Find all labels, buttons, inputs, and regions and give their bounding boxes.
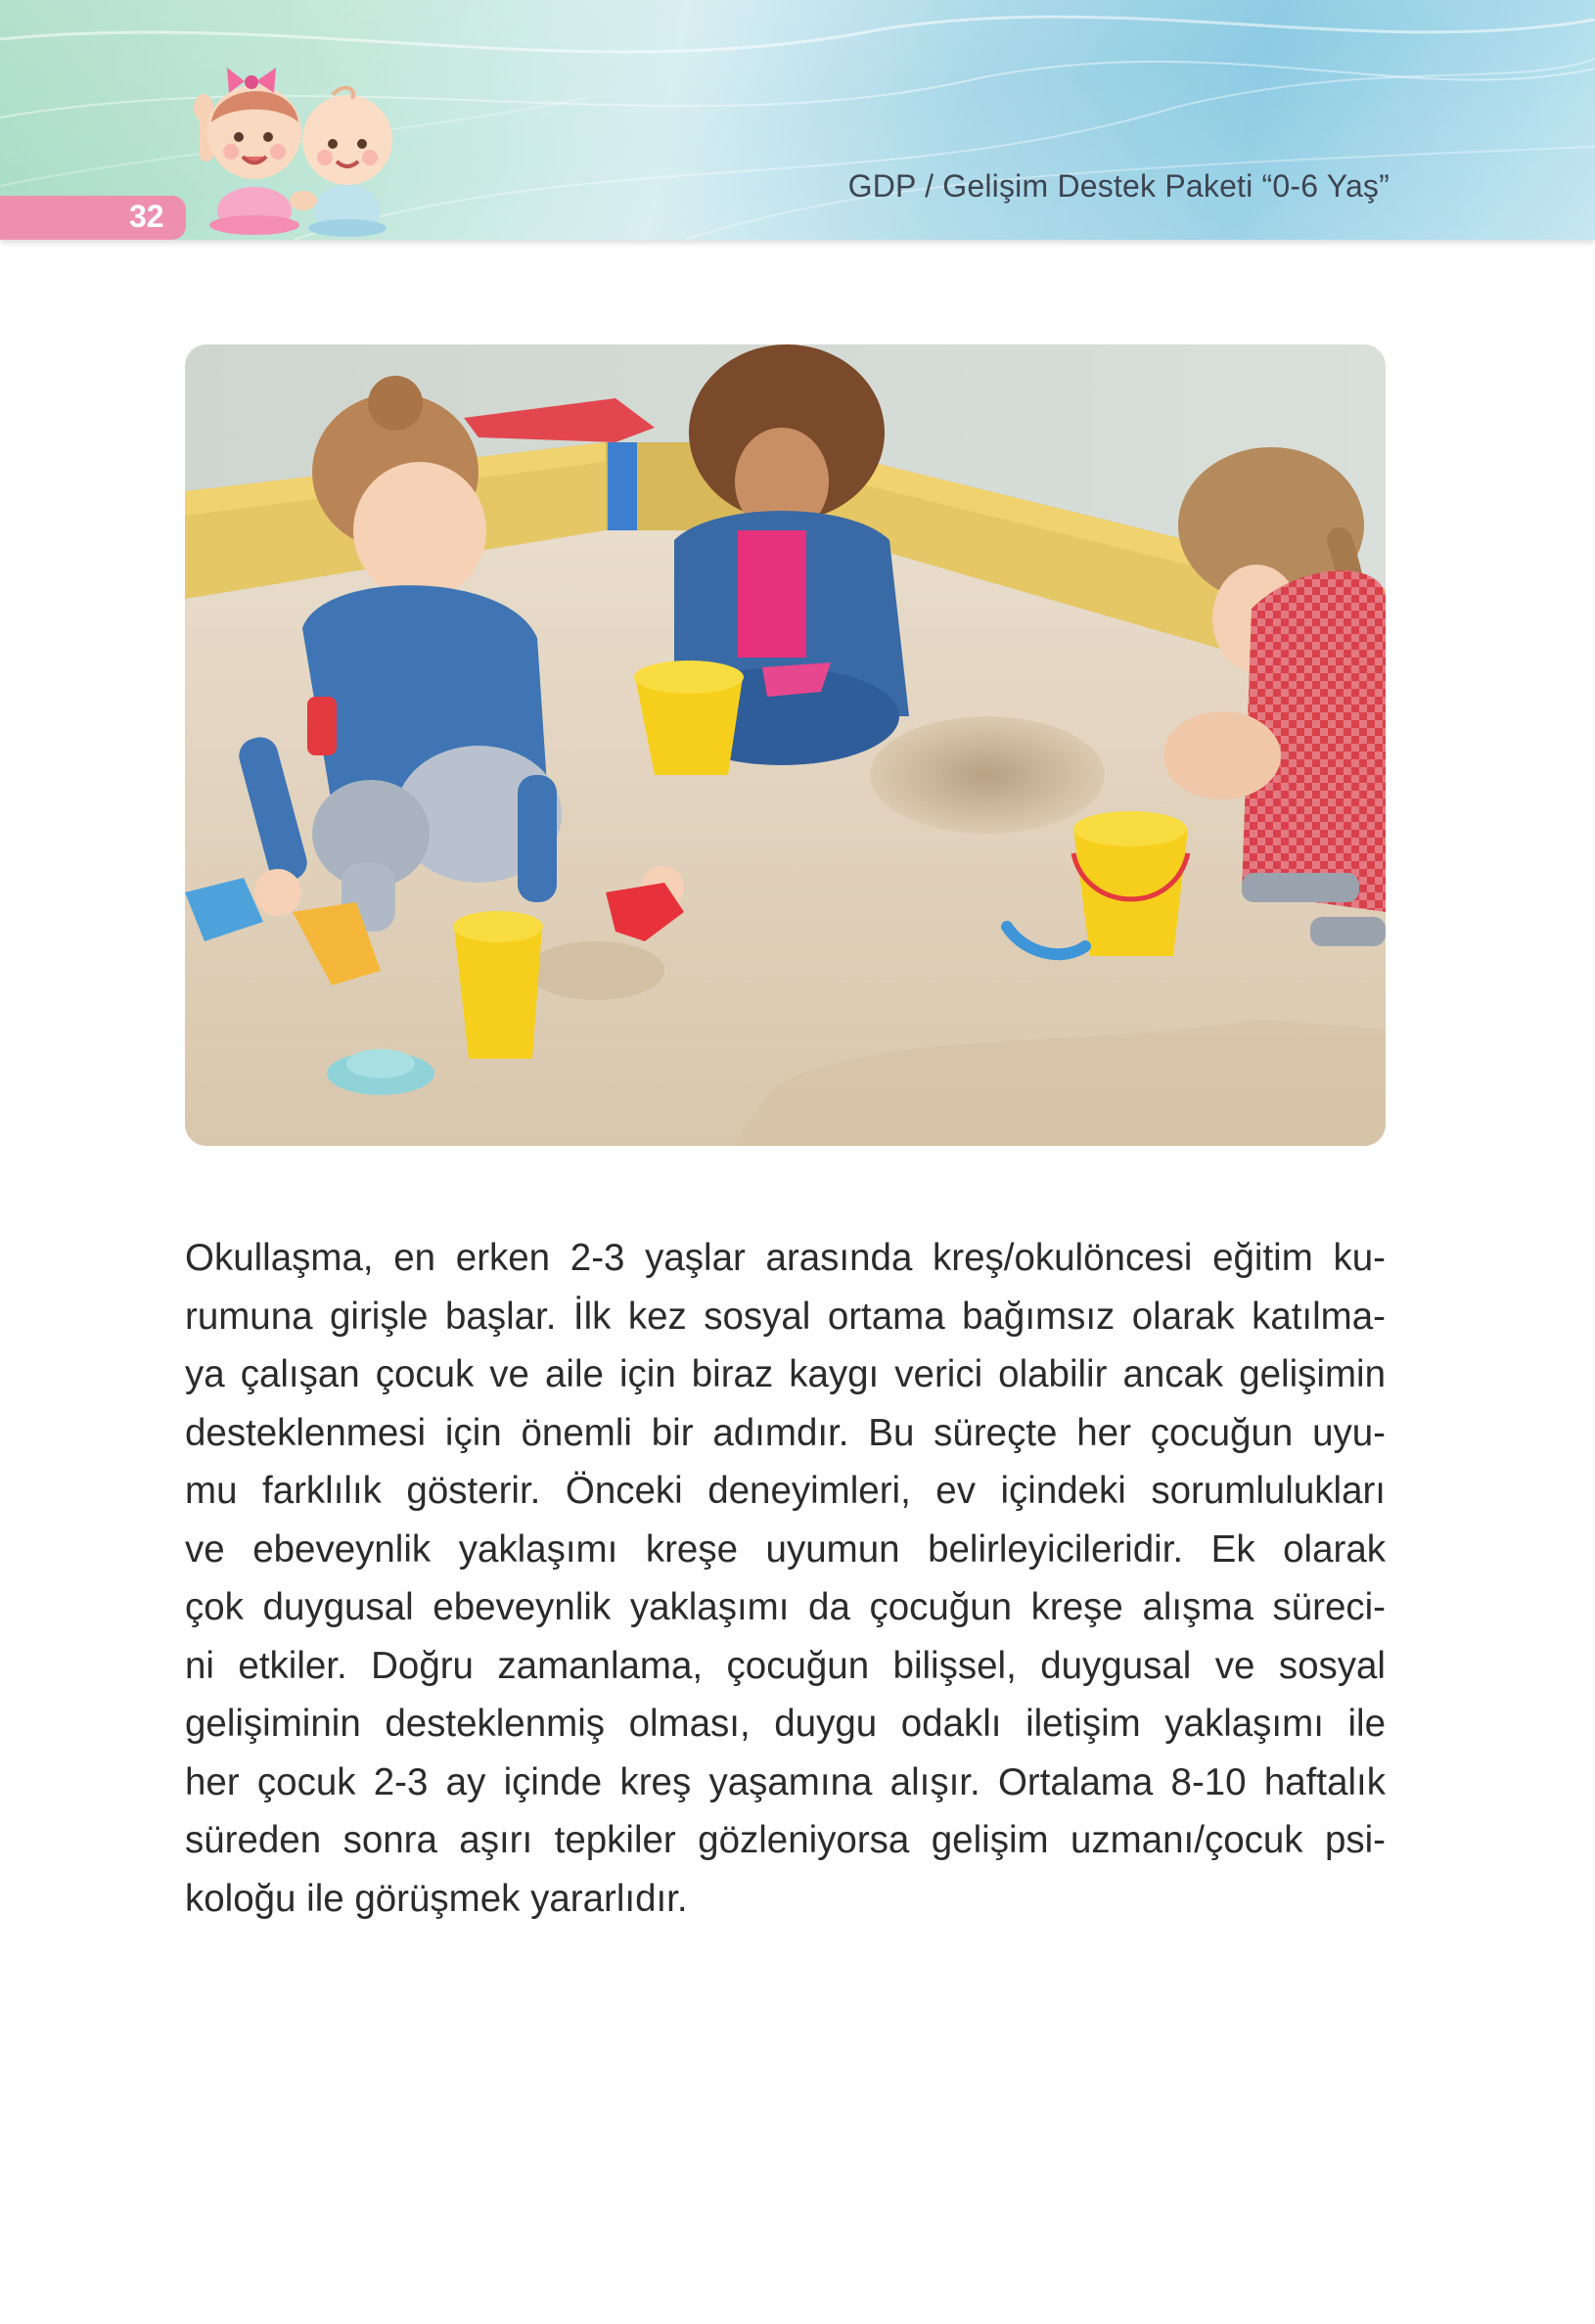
babies-illustration-icon xyxy=(186,54,411,240)
paragraph-line: ni etkiler. Doğru zamanlama, çocuğun bilişsel, duygusal ve sosyal xyxy=(185,1644,1386,1687)
paragraph-line: ve ebeveynlik yaklaşımı kreşe uyumun belirleyicileridir. Ek olarak xyxy=(185,1527,1386,1571)
paragraph-line: koloğu ile görüşmek yararlıdır. xyxy=(185,1877,688,1920)
header-banner xyxy=(0,0,1595,240)
paragraph-line: çok duygusal ebeveynlik yaklaşımı da çocuğun kreşe alışma süreci- xyxy=(185,1586,1386,1628)
paragraph-line: desteklenmesi için önemli bir adımdır. Bu süreçte her çocuğun uyu- xyxy=(185,1411,1386,1454)
paragraph-line: mu farklılık gösterir. Önceki deneyimleri, ev içindeki sorumlulukları xyxy=(185,1470,1386,1512)
paragraph-line: Okullaşma, en erken 2-3 yaşlar arasında kreş/okulöncesi eğitim ku- xyxy=(185,1237,1386,1279)
paragraph-line: rumuna girişle başlar. İlk kez sosyal ortama bağımsız olarak katılma- xyxy=(185,1295,1386,1338)
page-number: 32 xyxy=(129,199,164,234)
paragraph-line: süreden sonra aşırı tepkiler gözleniyorsa gelişim uzmanı/çocuk psi- xyxy=(185,1819,1386,1861)
paragraph-line: her çocuk 2-3 ay içinde kreş yaşamına alışır. Ortalama 8-10 haftalık xyxy=(185,1760,1386,1803)
header-title: GDP / Gelişim Destek Paketi “0-6 Yaş” xyxy=(847,168,1390,204)
paragraph-line: ya çalışan çocuk ve aile için biraz kaygı verici olabilir ancak gelişimin xyxy=(185,1353,1386,1395)
paragraph-line: gelişiminin desteklenmiş olması, duygu odaklı iletişim yaklaşımı ile xyxy=(185,1703,1386,1745)
body-paragraph xyxy=(185,1229,1386,1928)
children-playing-in-sandbox-photo xyxy=(185,344,1386,1146)
